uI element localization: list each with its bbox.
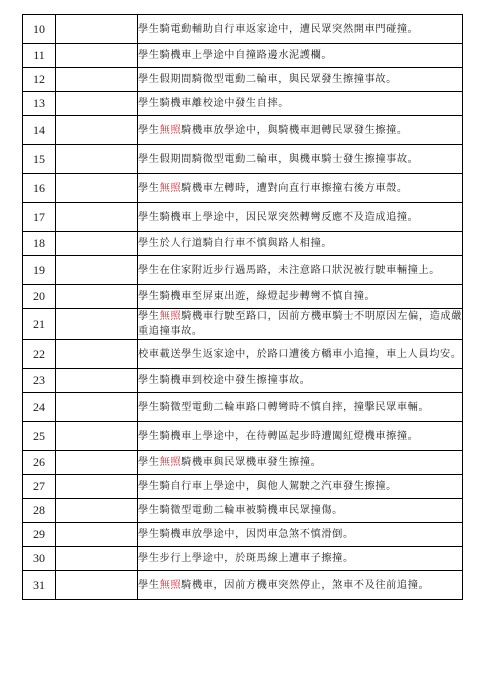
table-row <box>23 547 463 571</box>
table-row <box>23 369 463 393</box>
empty-cell <box>56 547 138 571</box>
description-text: 學生騎微型電動二輪車路口轉彎時不慎自摔，撞擊民眾車輛。 <box>138 401 430 413</box>
empty-cell <box>56 232 138 256</box>
description-text-continued: 騎機車左轉時，遭對向直行車擦撞右後方車殼。 <box>181 182 408 194</box>
table-row <box>23 340 463 369</box>
description-text-continued: 騎機車放學途中，與騎機車迴轉民眾發生擦撞。 <box>181 124 408 136</box>
description-text-continued: 騎機車與民眾機車發生擦撞。 <box>181 457 322 468</box>
description-text: 學生騎自行車上學途中，與他人駕駛之汽車發生擦撞。 <box>138 481 397 492</box>
row-number: 28 <box>23 499 56 523</box>
row-number: 12 <box>23 68 56 92</box>
row-number: 19 <box>23 256 56 285</box>
empty-cell <box>56 285 138 309</box>
table-row <box>23 92 463 116</box>
row-number: 17 <box>23 203 56 232</box>
description-text: 學生騎電動輔助自行車返家途中，遭民眾突然開車門碰撞。 <box>138 23 419 35</box>
description-text: 學生在住家附近步行過馬路，未注意路口狀況被行駛車輛撞上。 <box>138 264 441 276</box>
empty-cell <box>56 393 138 422</box>
description-text: 學生騎機車上學途中自撞路邊水泥護欄。 <box>138 50 333 61</box>
description-text: 學生步行上學途中，於斑馬線上遭車子擦撞。 <box>138 553 354 564</box>
incident-description <box>138 422 463 451</box>
incident-description <box>138 547 463 571</box>
table-row <box>23 68 463 92</box>
empty-cell <box>56 116 138 145</box>
description-text: 學生 <box>138 124 160 136</box>
empty-cell <box>56 523 138 547</box>
incident-description <box>138 475 463 499</box>
description-text: 學生騎機車至屏東出遊，綠燈起步轉彎不慎自撞。 <box>138 291 376 302</box>
empty-cell <box>56 145 138 174</box>
empty-cell <box>56 68 138 92</box>
row-number: 21 <box>23 309 56 340</box>
empty-cell <box>56 15 138 44</box>
incident-description <box>138 340 463 369</box>
incident-description <box>138 369 463 393</box>
row-number: 31 <box>23 571 56 600</box>
incident-description <box>138 92 463 116</box>
description-text: 學生騎機車離校途中發生自摔。 <box>138 98 290 109</box>
row-number: 15 <box>23 145 56 174</box>
table-row <box>23 523 463 547</box>
empty-cell <box>56 451 138 475</box>
incident-description <box>138 451 463 475</box>
description-text: 學生 <box>138 579 160 591</box>
incident-description <box>138 232 463 256</box>
table-row <box>23 393 463 422</box>
incident-description <box>138 571 463 600</box>
row-number: 29 <box>23 523 56 547</box>
empty-cell <box>56 92 138 116</box>
empty-cell <box>56 203 138 232</box>
empty-cell <box>56 475 138 499</box>
row-number: 14 <box>23 116 56 145</box>
row-number: 20 <box>23 285 56 309</box>
description-text-continued: 騎機車，因前方機車突然停止，煞車不及往前追撞。 <box>181 579 430 591</box>
row-number: 26 <box>23 451 56 475</box>
table-row <box>23 174 463 203</box>
description-text: 學生 <box>138 182 160 194</box>
incident-description <box>138 116 463 145</box>
unlicensed-highlight: 無照 <box>159 311 182 322</box>
table-row <box>23 15 463 44</box>
table-row <box>23 145 463 174</box>
empty-cell <box>56 174 138 203</box>
empty-cell <box>56 422 138 451</box>
incident-description <box>138 393 463 422</box>
incident-table <box>22 14 463 600</box>
empty-cell <box>56 369 138 393</box>
table-row <box>23 285 463 309</box>
empty-cell <box>56 309 138 340</box>
row-number: 18 <box>23 232 56 256</box>
row-number: 10 <box>23 15 56 44</box>
row-number: 11 <box>23 44 56 68</box>
incident-description <box>138 256 463 285</box>
unlicensed-highlight: 無照 <box>159 124 182 136</box>
empty-cell <box>56 340 138 369</box>
table-row <box>23 571 463 600</box>
incident-description <box>138 68 463 92</box>
incident-description <box>138 523 463 547</box>
row-number: 27 <box>23 475 56 499</box>
empty-cell <box>56 44 138 68</box>
description-text: 學生 <box>138 457 160 468</box>
description-text: 學生騎機車上學途中，因民眾突然轉彎反應不及造成追撞。 <box>138 211 419 223</box>
row-number: 16 <box>23 174 56 203</box>
table-row <box>23 256 463 285</box>
table-row <box>23 116 463 145</box>
table-row <box>23 44 463 68</box>
incident-description <box>138 145 463 174</box>
unlicensed-highlight: 無照 <box>159 457 182 468</box>
description-text: 校車載送學生返家途中，於路口遭後方轎車小追撞，車上人員均安。 <box>138 348 462 360</box>
table-row <box>23 309 463 340</box>
incident-description <box>138 499 463 523</box>
description-text: 學生 <box>138 311 160 322</box>
incident-description <box>138 309 463 340</box>
table-row <box>23 422 463 451</box>
description-text: 學生於人行道騎自行車不慎與路人相撞。 <box>138 238 333 249</box>
description-text: 學生騎機車到校途中發生擦撞事故。 <box>138 375 311 386</box>
description-text: 學生騎機車上學途中，在待轉區起步時遭闖紅燈機車擦撞。 <box>138 430 419 442</box>
empty-cell <box>56 499 138 523</box>
incident-description <box>138 203 463 232</box>
table-row <box>23 203 463 232</box>
incident-description <box>138 285 463 309</box>
row-number: 23 <box>23 369 56 393</box>
incident-table-body <box>23 15 463 600</box>
table-row <box>23 499 463 523</box>
row-number: 25 <box>23 422 56 451</box>
table-row <box>23 475 463 499</box>
row-number: 13 <box>23 92 56 116</box>
empty-cell <box>56 571 138 600</box>
description-text: 學生假期間騎微型電動二輪車，與民眾發生擦撞事故。 <box>138 74 397 85</box>
description-text: 學生騎微型電動二輪車被騎機車民眾撞傷。 <box>138 505 343 516</box>
unlicensed-highlight: 無照 <box>159 579 182 591</box>
table-row <box>23 451 463 475</box>
row-number: 24 <box>23 393 56 422</box>
table-row <box>23 232 463 256</box>
incident-description <box>138 44 463 68</box>
empty-cell <box>56 256 138 285</box>
incident-description <box>138 15 463 44</box>
unlicensed-highlight: 無照 <box>159 182 182 194</box>
row-number: 30 <box>23 547 56 571</box>
description-text-continued: 騎機車行駛至路口，因前方機車騎士不明原因左偏，造成嚴重追撞事故。 <box>138 311 463 337</box>
row-number: 22 <box>23 340 56 369</box>
description-text: 學生騎機車放學途中，因閃車急煞不慎滑倒。 <box>138 529 354 540</box>
description-text: 學生假期間騎微型電動二輪車，與機車騎士發生擦撞事故。 <box>138 153 419 165</box>
incident-description <box>138 174 463 203</box>
